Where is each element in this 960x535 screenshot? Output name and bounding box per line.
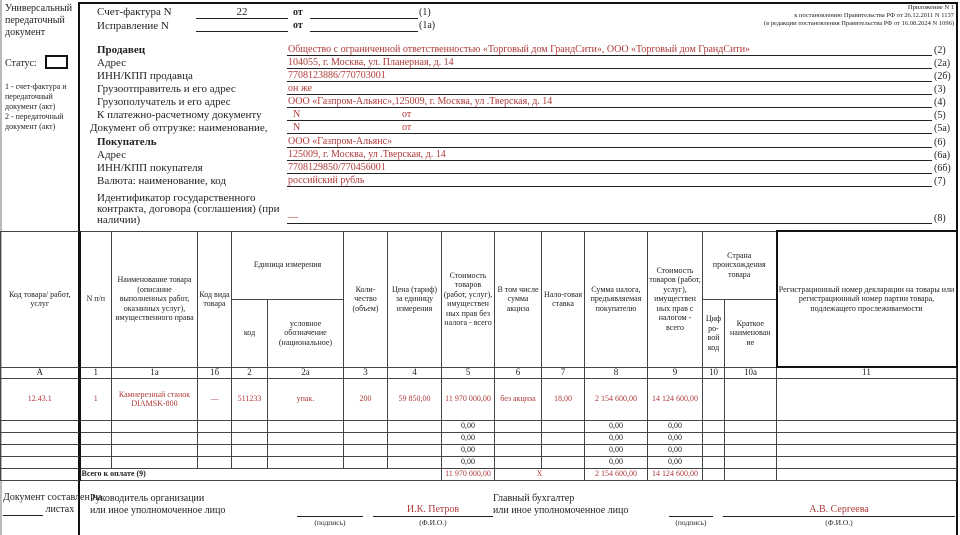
head-name-line [373, 516, 493, 517]
cell-code[interactable] [1, 456, 80, 468]
invoice-number-field[interactable]: 22 [236, 6, 248, 18]
header-field-label: Покупатель [97, 136, 157, 148]
correction-label: Исправление N [97, 20, 169, 32]
cell-tax[interactable]: 0,00 [585, 432, 648, 444]
total-tax: 2 154 600,00 [585, 468, 648, 480]
cell-country-name[interactable] [725, 444, 777, 456]
cell-kind[interactable] [198, 456, 232, 468]
cell-country-code[interactable] [703, 378, 725, 420]
table-row [1, 444, 957, 456]
accountant-name-field[interactable]: А.В. Сергеева [809, 504, 869, 515]
header-field-ref: (2а) [934, 58, 951, 69]
cell-price[interactable] [388, 420, 442, 432]
cell-name[interactable] [112, 432, 198, 444]
head-signature-caption: (подпись) [314, 518, 346, 527]
sheets-label [3, 492, 102, 516]
cell-rate[interactable] [542, 420, 585, 432]
cell-tax[interactable]: 0,00 [585, 456, 648, 468]
total-row [1, 468, 957, 480]
table-row [1, 378, 957, 420]
col-header-cost-no-tax: Стоимость товаров (работ, услуг), имуществен ных прав без налога - всего [442, 231, 495, 367]
cell-rate[interactable] [542, 456, 585, 468]
status-legend-2: 2 - передаточный документ (акт) [5, 112, 64, 131]
header-field-value[interactable]: 104055, г. Москва, ул. Планерная, д. 14 [288, 57, 454, 68]
cell-price[interactable] [388, 432, 442, 444]
column-index-row [1, 367, 957, 378]
cell-kind[interactable] [198, 432, 232, 444]
sheets-label-1: Документ составлен на [3, 492, 103, 503]
col-header-reg: Регистрационный номер декларации на товары или регистрационный номер партии товара, подлежащего прослеживаемости [777, 231, 957, 367]
col-header-rate: Нало-говая ставка [542, 231, 585, 367]
col-header-price: Цена (тариф) за единицу измерения [388, 231, 442, 367]
cell-kind[interactable] [198, 420, 232, 432]
cell-kind[interactable] [198, 444, 232, 456]
total-label: Всего к оплате (9) [80, 468, 442, 480]
column-index-cell: 5 [442, 367, 495, 378]
cell-excise[interactable] [495, 432, 542, 444]
cell-qty[interactable] [344, 444, 388, 456]
total-cost-no-tax: 11 970 000,00 [442, 468, 495, 480]
appendix-note [764, 4, 954, 28]
column-index-cell: 1а [112, 367, 198, 378]
col-header-cost-tax: Стоимость товаров (работ, услуг), имуществен ных прав с налогом - всего [648, 231, 703, 367]
cell-tax[interactable]: 0,00 [585, 444, 648, 456]
column-index-cell: 6 [495, 367, 542, 378]
col-header-country: Страна происхождения товара [703, 231, 777, 299]
cell-cost-no-tax[interactable]: 0,00 [442, 456, 495, 468]
accountant-fio-caption: (Ф.И.О.) [825, 518, 853, 527]
header-field-ref: (4) [934, 97, 946, 108]
cell-cost-tax[interactable]: 0,00 [648, 432, 703, 444]
header-field-label: Адрес [97, 149, 127, 161]
cell-cost-no-tax[interactable]: 0,00 [442, 420, 495, 432]
head-fio-caption: (Ф.И.О.) [419, 518, 447, 527]
column-index-cell: 9 [648, 367, 703, 378]
cell-excise[interactable] [495, 444, 542, 456]
header-field-ref: (2б) [934, 71, 951, 82]
invoice-date-label: от [293, 7, 303, 18]
cell-country-code[interactable] [703, 444, 725, 456]
document-type-title: Универсальный передаточный документ [5, 3, 73, 38]
cell-unit-code[interactable] [232, 444, 268, 456]
header-field-underline [287, 94, 932, 95]
cell-kind[interactable]: — [198, 378, 232, 420]
head-label-1: Руководитель организации [90, 493, 205, 504]
col-header-unit-code: код [232, 299, 268, 367]
header-field-ref: (8) [934, 213, 946, 224]
cell-unit-code[interactable] [232, 456, 268, 468]
cell-rate[interactable]: 18,00 [542, 378, 585, 420]
col-header-country-code: Циф ро-вой код [703, 299, 725, 367]
cell-reg[interactable] [777, 432, 957, 444]
header-field-label: Идентификатор государственного контракта, договора (соглашения) (при наличии) [97, 192, 280, 226]
sheets-count-field[interactable] [3, 506, 43, 516]
header-field-value[interactable]: Общество с ограниченной ответственностью «Торговый дом ГрандСити», ООО «Торговый дом ГрандСити» [288, 44, 751, 55]
header-field-value[interactable]: — [288, 212, 298, 223]
cell-num[interactable] [80, 432, 112, 444]
col-header-unit: Единица измерения [232, 231, 344, 299]
header-field-label: Адрес [97, 57, 127, 69]
header-field-ref: (7) [934, 176, 946, 187]
cell-excise[interactable] [495, 420, 542, 432]
header-field-value[interactable]: ООО «Газпром-Альянс» [288, 136, 393, 147]
column-index-cell: 3 [344, 367, 388, 378]
column-index-cell: 11 [777, 367, 957, 378]
column-index-cell: 1б [198, 367, 232, 378]
col-header-excise: В том числе сумма акциза [495, 231, 542, 367]
column-index-cell: 10 [703, 367, 725, 378]
head-signature-line[interactable] [297, 516, 363, 517]
cell-name[interactable] [112, 444, 198, 456]
accountant-label [493, 493, 628, 517]
table-row [1, 456, 957, 468]
cell-excise[interactable] [495, 456, 542, 468]
column-index-cell: 7 [542, 367, 585, 378]
cell-code[interactable]: 12.43.1 [1, 378, 80, 420]
cell-country-code[interactable] [703, 420, 725, 432]
cell-country-name[interactable] [725, 378, 777, 420]
column-index-cell: А [1, 367, 80, 378]
cell-country-name[interactable] [725, 420, 777, 432]
cell-unit-code[interactable]: 511233 [232, 378, 268, 420]
status-legend-1: 1 - счет-фактура и передаточный документ (акт) [5, 82, 67, 111]
cell-unit-name[interactable] [268, 432, 344, 444]
invoice-number-line [196, 18, 288, 19]
cell-num[interactable] [80, 444, 112, 456]
cell-name[interactable]: Камнерезный станок DIAMSK-800 [112, 378, 198, 420]
header-field-label: Продавец [97, 44, 146, 56]
header-field-ref: (5) [934, 110, 946, 121]
total-blank-cell [1, 468, 80, 480]
header-field-ref: (6) [934, 137, 946, 148]
header-field-label: ИНН/КПП покупателя [97, 162, 203, 174]
header-field-label: К платежно-расчетному документу [97, 109, 262, 121]
cell-price[interactable] [388, 444, 442, 456]
header-field-from-label: от [402, 109, 412, 120]
cell-qty[interactable] [344, 432, 388, 444]
col-header-num: N п/п [80, 231, 112, 367]
cell-code[interactable] [1, 432, 80, 444]
accountant-label-1: Главный бухгалтер [493, 493, 575, 504]
cell-country-code[interactable] [703, 456, 725, 468]
cell-name[interactable] [112, 456, 198, 468]
header-field-ref: (5а) [934, 123, 951, 134]
header-field-underline [287, 120, 932, 121]
appendix-line-2: к постановлению Правительства РФ от 26.12.2011 N 1137 [794, 12, 954, 19]
cell-cost-tax[interactable]: 0,00 [648, 456, 703, 468]
head-name-field[interactable]: И.К. Петров [406, 504, 460, 515]
header-field-label: ИНН/КПП продавца [97, 70, 193, 82]
cell-reg[interactable] [777, 378, 957, 420]
cell-code[interactable] [1, 444, 80, 456]
appendix-line-1: Приложение N 1 [907, 4, 954, 11]
column-index-cell: 2а [268, 367, 344, 378]
status-label: Статус: [5, 58, 37, 69]
cell-num[interactable] [80, 456, 112, 468]
total-country-code [703, 468, 725, 480]
cell-code[interactable] [1, 420, 80, 432]
cell-unit-name[interactable] [268, 456, 344, 468]
cell-unit-name[interactable]: упак. [268, 378, 344, 420]
header-field-value[interactable]: N [293, 122, 301, 133]
items-table [0, 230, 958, 481]
sheets-label-row [3, 504, 77, 516]
header-field-value[interactable]: 125009, г. Москва, ул .Тверская, д. 14 [288, 149, 446, 160]
status-input[interactable] [45, 55, 68, 69]
col-header-tax: Сумма налога, предъявляемая покупателю [585, 231, 648, 367]
correction-date-label: от [293, 20, 303, 31]
cell-reg[interactable] [777, 444, 957, 456]
head-label [90, 493, 225, 517]
accountant-signature-caption: (подпись) [675, 518, 707, 527]
header-field-label: Грузополучатель и его адрес [97, 96, 231, 108]
cell-qty[interactable] [344, 456, 388, 468]
cell-reg[interactable] [777, 420, 957, 432]
accountant-name-line [723, 516, 955, 517]
cell-cost-no-tax[interactable]: 0,00 [442, 444, 495, 456]
head-label-2: или иное уполномоченное лицо [90, 505, 226, 516]
total-excise: Х [495, 468, 585, 480]
header-field-label: Валюта: наименование, код [97, 175, 227, 187]
cell-num[interactable]: 1 [80, 378, 112, 420]
header-field-ref: (2) [934, 45, 946, 56]
col-header-code: Код товара/ работ, услуг [1, 231, 80, 367]
header-field-value[interactable]: 7708123886/770703001 [288, 70, 386, 81]
appendix-line-3: (в редакции постановления Правительства РФ от 16.08.2024 N 1096) [763, 20, 954, 27]
header-field-underline [287, 223, 932, 224]
cell-qty[interactable] [344, 420, 388, 432]
total-cost-tax: 14 124 600,00 [648, 468, 703, 480]
cell-rate[interactable] [542, 444, 585, 456]
cell-excise[interactable]: без акциза [495, 378, 542, 420]
col-header-kind: Код вида товара [198, 231, 232, 367]
column-index-cell: 4 [388, 367, 442, 378]
header-field-value[interactable]: он же [288, 83, 313, 94]
header-field-value[interactable]: ООО «Газпром-Альянс»,125009, г. Москва, ул .Тверская, д. 14 [288, 96, 553, 107]
correction-date-line [310, 31, 418, 32]
header-field-ref: (3) [934, 84, 946, 95]
cell-cost-tax[interactable]: 0,00 [648, 444, 703, 456]
cell-country-name[interactable] [725, 432, 777, 444]
header-field-value[interactable]: 7708129850/770456001 [288, 162, 386, 173]
cell-unit-name[interactable] [268, 420, 344, 432]
invoice-number-label: Счет-фактура N [97, 6, 172, 18]
col-header-qty: Коли-чество (объем) [344, 231, 388, 367]
total-reg [777, 468, 957, 480]
accountant-label-2: или иное уполномоченное лицо [493, 505, 629, 516]
cell-reg[interactable] [777, 456, 957, 468]
header-field-label: Документ об отгрузке: наименование, [90, 122, 268, 134]
accountant-signature-line[interactable] [669, 516, 713, 517]
column-index-cell: 2 [232, 367, 268, 378]
cell-unit-name[interactable] [268, 444, 344, 456]
total-country-name [725, 468, 777, 480]
correction-ref: (1а) [419, 20, 436, 31]
cell-cost-tax[interactable]: 0,00 [648, 420, 703, 432]
cell-qty[interactable]: 200 [344, 378, 388, 420]
cell-name[interactable] [112, 420, 198, 432]
cell-tax[interactable]: 2 154 600,00 [585, 378, 648, 420]
header-field-underline [287, 186, 932, 187]
status-legend [5, 82, 81, 132]
cell-rate[interactable] [542, 432, 585, 444]
col-header-name: Наименование товара (описание выполненных работ, оказанных услуг), имущественного права [112, 231, 198, 367]
cell-country-code[interactable] [703, 432, 725, 444]
header-field-underline [287, 133, 932, 134]
cell-unit-code[interactable] [232, 432, 268, 444]
table-row [1, 432, 957, 444]
cell-tax[interactable]: 0,00 [585, 420, 648, 432]
cell-cost-no-tax[interactable]: 0,00 [442, 432, 495, 444]
cell-price[interactable] [388, 456, 442, 468]
cell-num[interactable] [80, 420, 112, 432]
correction-number-line [196, 31, 288, 32]
col-header-country-name: Краткое наименован ие [725, 299, 777, 367]
column-index-cell: 10а [725, 367, 777, 378]
invoice-date-line [310, 18, 418, 19]
header-field-value[interactable]: российский рубль [288, 175, 365, 186]
header-field-ref: (6а) [934, 150, 951, 161]
cell-unit-code[interactable] [232, 420, 268, 432]
cell-cost-tax[interactable]: 14 124 600,00 [648, 378, 703, 420]
cell-cost-no-tax[interactable]: 11 970 000,00 [442, 378, 495, 420]
header-field-value[interactable]: N [293, 109, 301, 120]
header-field-ref: (6б) [934, 163, 951, 174]
table-row [1, 420, 957, 432]
cell-country-name[interactable] [725, 456, 777, 468]
column-index-cell: 8 [585, 367, 648, 378]
sheets-label-2: листах [45, 504, 75, 515]
col-header-unit-name: условное обозначение (национальное) [268, 299, 344, 367]
header-field-label: Грузоотправитель и его адрес [97, 83, 236, 95]
cell-price[interactable]: 59 850,00 [388, 378, 442, 420]
header-field-from-label: от [402, 122, 412, 133]
invoice-ref: (1) [419, 7, 431, 18]
column-index-cell: 1 [80, 367, 112, 378]
